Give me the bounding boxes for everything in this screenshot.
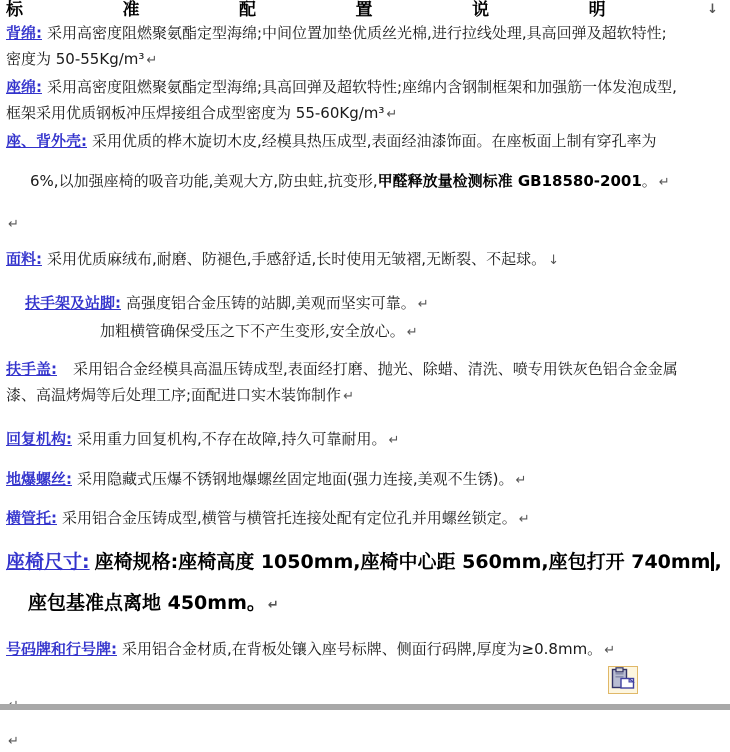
- body-text: 漆、高温烤焗等后处理工序;面配进口实木装饰制作: [6, 386, 342, 404]
- body-text: 采用高密度阻燃聚氨酯定型海绵;中间位置加垫优质丝光棉,进行拉线处理,具高回弹及超软特性;: [47, 24, 667, 42]
- para-back-foam-line2: [6, 46, 726, 74]
- section-heading-armrest-cover: 扶手盖:: [6, 360, 57, 378]
- body-text-bold: 座椅规格:座椅高度 1050mm,座椅中心距 560mm,座包打开 740mm: [94, 551, 711, 573]
- section-heading-anchor-bolt: 地爆螺丝:: [6, 470, 72, 488]
- paragraph-mark: ↵: [386, 107, 398, 122]
- title-char: 明: [588, 0, 606, 20]
- paragraph-mark: ↵: [388, 433, 400, 448]
- section-heading-shell: 座、背外壳:: [6, 132, 87, 150]
- para-armrest-frame-line1: [25, 290, 726, 318]
- body-text: 密度为 50-55Kg/m³: [6, 50, 145, 68]
- para-back-foam-line1: [6, 20, 726, 46]
- paragraph-mark: ↵: [658, 175, 670, 190]
- section-heading-seat-foam: 座绵:: [6, 78, 42, 96]
- body-text: 采用优质的桦木旋切木皮,经模具热压成型,表面经油漆饰面。在座板面上制有穿孔率为: [92, 132, 657, 150]
- body-text: 加粗横管确保受压之下不产生变形,安全放心。: [100, 322, 405, 340]
- section-heading-return-mechanism: 回复机构:: [6, 430, 72, 448]
- line-break-mark: ↓: [548, 253, 559, 268]
- body-text: 框架采用优质钢板冲压焊接组合成型密度为 55-60Kg/m³: [6, 104, 385, 122]
- paragraph-mark: ↵: [417, 297, 429, 312]
- body-text: 采用隐藏式压爆不锈钢地爆螺丝固定地面(强力连接,美观不生锈)。: [77, 470, 514, 488]
- paste-options-button[interactable]: [608, 666, 638, 694]
- para-number-plates: [6, 636, 726, 664]
- para-fabric: [6, 246, 726, 274]
- clipboard-paste-icon: [611, 667, 635, 693]
- body-text-bold: 甲醛释放量检测标准 GB18580-2001: [377, 172, 642, 190]
- body-text: 采用优质麻绒布,耐磨、防褪色,手感舒适,长时使用无皱褶,无断裂、不起球。: [47, 250, 547, 268]
- body-text: 。: [641, 172, 657, 190]
- para-seat-foam-line1: [6, 74, 726, 100]
- page-title: [6, 0, 718, 20]
- body-text-bold: ,: [714, 551, 722, 573]
- body-text: 高强度铝合金压铸的站脚,美观而坚实可靠。: [126, 294, 416, 312]
- title-char: 标: [6, 0, 23, 20]
- para-shell-line1: [6, 128, 726, 154]
- body-text: 采用高密度阻燃聚氨酯定型海绵;具高回弹及超软特性;座绵内含钢制框架和加强筋一体发泡成型,: [47, 78, 677, 96]
- section-heading-seat-dimensions: 座椅尺寸:: [6, 551, 90, 573]
- para-armrest-frame-line2: [100, 318, 726, 346]
- body-text-bold: 座包基准点离地 450mm。: [28, 592, 266, 614]
- para-seat-foam-line2: [6, 100, 726, 128]
- body-text: 采用铝合金材质,在背板处镶入座号标牌、侧面行码牌,厚度为≥0.8mm。: [122, 640, 603, 658]
- body-text: 6%,以加强座椅的吸音功能,美观大方,防虫蛀,抗变形,: [30, 172, 378, 190]
- title-char: 配: [239, 0, 257, 20]
- paragraph-mark: ↵: [515, 473, 527, 488]
- para-crossbar-bracket: [6, 505, 726, 533]
- section-heading-number-plates: 号码牌和行号牌:: [6, 640, 117, 658]
- section-heading-crossbar-bracket: 横管托:: [6, 509, 57, 527]
- para-seat-dimensions-line2: [28, 589, 726, 620]
- title-char: 准: [122, 0, 140, 20]
- para-return-mechanism: [6, 426, 726, 454]
- body-text: 采用重力回复机构,不存在故障,持久可靠耐用。: [77, 430, 387, 448]
- line-break-mark: ↓: [707, 2, 718, 17]
- para-seat-dimensions-line1: [6, 547, 726, 577]
- body-text: 采用铝合金压铸成型,横管与横管托连接处配有定位孔并用螺丝锁定。: [62, 509, 517, 527]
- section-heading-fabric: 面料:: [6, 250, 42, 268]
- para-anchor-bolt: [6, 466, 726, 494]
- paragraph-mark: ↵: [267, 598, 279, 613]
- section-heading-back-foam: 背绵:: [6, 24, 42, 42]
- paste-options-row: [6, 666, 726, 694]
- title-char: 置: [355, 0, 373, 20]
- window-bottom-edge: [0, 704, 730, 710]
- para-shell-line2: [30, 168, 726, 196]
- section-heading-armrest-frame: 扶手架及站脚:: [25, 294, 121, 312]
- paragraph-mark: ↵: [343, 389, 354, 404]
- empty-paragraph: [6, 210, 726, 238]
- paragraph-mark: ↵: [146, 53, 158, 68]
- paragraph-mark: ↵: [406, 325, 418, 340]
- paragraph-mark: ↵: [8, 734, 19, 749]
- paragraph-mark: ↵: [8, 217, 19, 232]
- para-armrest-cover-line2: [6, 382, 726, 410]
- paragraph-mark: ↵: [518, 512, 530, 527]
- paragraph-mark: ↵: [604, 643, 616, 658]
- title-char: 说: [472, 0, 490, 20]
- para-armrest-cover-line1: [6, 356, 726, 382]
- body-text: 采用铝合金经模具高温压铸成型,表面经打磨、抛光、除蜡、清洗、喷专用铁灰色铝合金金属: [73, 360, 678, 378]
- empty-paragraph: [6, 730, 726, 752]
